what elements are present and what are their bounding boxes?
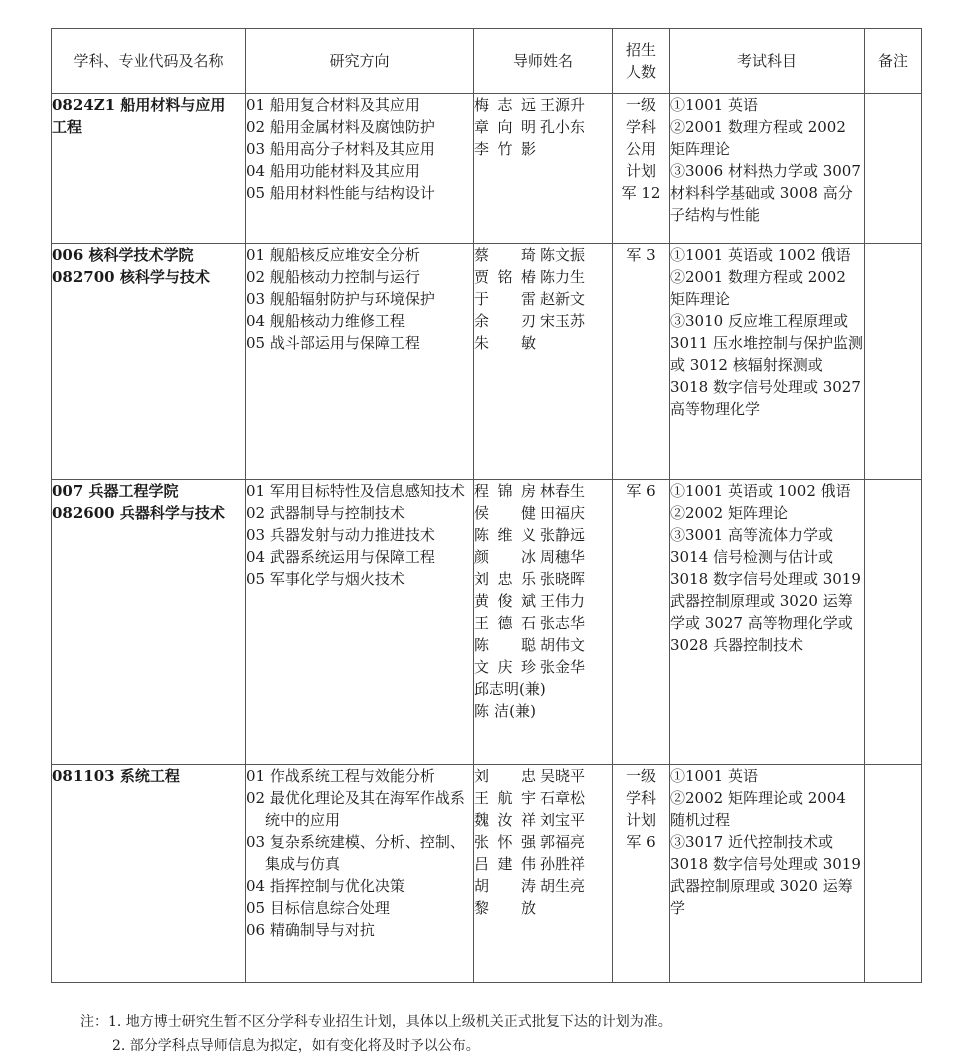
exam-item: ①1001 英语 <box>670 96 758 114</box>
advisor-name: 陈文振 <box>540 246 586 264</box>
advisor-name: 朱 敏 <box>474 334 536 352</box>
advisor-name: 刘 忠 <box>474 767 536 785</box>
advisor-row <box>474 853 612 875</box>
footnote-2: 2. 部分学科点导师信息为拟定，如有变化将及时予以公布。 <box>112 1038 480 1054</box>
advisor-name: 周穗华 <box>540 548 586 566</box>
advisor-name: 陈 洁(兼) <box>474 702 536 720</box>
advisor-name: 宋玉苏 <box>540 312 586 330</box>
advisor-row <box>474 612 612 634</box>
advisor-row <box>474 875 612 897</box>
subject-line: 0824Z1 船用材料与应用 <box>52 96 226 114</box>
advisor-name: 蔡 琦 <box>474 246 536 264</box>
direction-cell <box>246 765 474 983</box>
quota-line: 军 12 <box>621 184 661 202</box>
advisor-row <box>474 244 612 266</box>
remark-cell <box>865 94 922 244</box>
advisor-cell <box>474 765 613 983</box>
subject-line: 082700 核科学与技术 <box>52 268 210 286</box>
advisor-row <box>474 332 612 354</box>
advisor-row <box>474 266 612 288</box>
quota-line: 学科 <box>625 789 656 807</box>
advisor-row <box>474 94 612 116</box>
advisor-name: 赵新文 <box>540 290 586 308</box>
advisor-name: 孔小东 <box>540 118 586 136</box>
advisor-name: 王伟力 <box>540 592 586 610</box>
exam-cell <box>670 244 865 480</box>
advisor-name: 梅志远 <box>474 96 536 114</box>
direction-item: 06 精确制导与对抗 <box>246 921 375 939</box>
header-direction: 研究方向 <box>246 29 474 94</box>
advisor-row <box>474 787 612 809</box>
advisor-name: 王航宇 <box>474 789 536 807</box>
advisor-name: 侯 健 <box>474 504 536 522</box>
table-row <box>52 480 922 765</box>
advisor-name: 刘忠乐 <box>474 570 536 588</box>
advisor-name: 余 刃 <box>474 312 536 330</box>
quota-cell <box>613 480 670 765</box>
exam-cell <box>670 480 865 765</box>
exam-item: ②2002 矩阵理论或 2004 随机过程 <box>670 789 846 829</box>
footnote-1: 注：1. 地方博士研究生暂不区分学科专业招生计划，具体以上级机关正式批复下达的计划为准。 <box>80 1014 672 1030</box>
exam-item: ②2001 数理方程或 2002 矩阵理论 <box>670 268 846 308</box>
table-row <box>52 765 922 983</box>
subject-line: 006 核科学技术学院 <box>52 246 194 264</box>
header-advisor: 导师姓名 <box>474 29 613 94</box>
advisor-cell <box>474 480 613 765</box>
header-quota: 招生 人数 <box>613 29 670 94</box>
advisor-name: 张金华 <box>540 658 586 676</box>
advisor-name: 陈维义 <box>474 526 536 544</box>
advisor-name: 魏汝祥 <box>474 811 536 829</box>
quota-line: 学科 <box>625 118 656 136</box>
quota-line: 军 6 <box>626 482 656 500</box>
quota-cell <box>613 765 670 983</box>
advisor-row <box>474 480 612 502</box>
exam-item: ③3010 反应堆工程原理或 3011 压水堆控制与保护监测或 3012 核辐射探测或 3018 数字信号处理或 3027 高等物理化学 <box>670 312 863 418</box>
exam-item: ③3006 材料热力学或 3007 材料科学基础或 3008 高分子结构与性能 <box>670 162 861 224</box>
subject-line: 082600 兵器科学与技术 <box>52 504 225 522</box>
table-row <box>52 244 922 480</box>
direction-item: 05 目标信息综合处理 <box>246 899 390 917</box>
enrollment-catalog-table <box>51 28 922 983</box>
advisor-row <box>474 116 612 138</box>
quota-line: 军 3 <box>626 246 656 264</box>
direction-item: 02 最优化理论及其在海军作战系统中的应用 <box>246 789 465 829</box>
direction-cell <box>246 94 474 244</box>
exam-cell <box>670 94 865 244</box>
advisor-name: 颜 冰 <box>474 548 536 566</box>
advisor-name: 程锦房 <box>474 482 536 500</box>
advisor-name: 张静远 <box>540 526 586 544</box>
subject-cell <box>52 244 246 480</box>
direction-item: 03 复杂系统建模、分析、控制、集成与仿真 <box>246 833 465 873</box>
quota-line: 计划 <box>625 811 656 829</box>
header-remark: 备注 <box>865 29 922 94</box>
advisor-name: 王源升 <box>540 96 586 114</box>
advisor-name: 于 雷 <box>474 290 536 308</box>
advisor-name: 胡生亮 <box>540 877 586 895</box>
advisor-name: 林春生 <box>540 482 586 500</box>
direction-item: 03 兵器发射与动力推进技术 <box>246 526 435 544</box>
advisor-name: 陈力生 <box>540 268 586 286</box>
advisor-row <box>474 897 612 919</box>
advisor-name: 石章松 <box>540 789 586 807</box>
direction-cell <box>246 244 474 480</box>
advisor-name: 孙胜祥 <box>540 855 586 873</box>
advisor-row <box>474 568 612 590</box>
advisor-name: 胡 涛 <box>474 877 536 895</box>
direction-item: 05 军事化学与烟火技术 <box>246 570 405 588</box>
advisor-row <box>474 502 612 524</box>
subject-cell <box>52 94 246 244</box>
direction-item: 04 船用功能材料及其应用 <box>246 162 420 180</box>
advisor-name: 张志华 <box>540 614 586 632</box>
advisor-name: 吴晓平 <box>540 767 586 785</box>
exam-item: ①1001 英语或 1002 俄语 <box>670 246 851 264</box>
subject-cell <box>52 765 246 983</box>
advisor-name: 刘宝平 <box>540 811 586 829</box>
direction-item: 04 舰船核动力维修工程 <box>246 312 405 330</box>
advisor-row <box>474 809 612 831</box>
advisor-row <box>474 288 612 310</box>
exam-item: ③3017 近代控制技术或 3018 数字信号处理或 3019 武器控制原理或 3020 运筹学 <box>670 833 861 917</box>
advisor-row <box>474 656 612 678</box>
remark-cell <box>865 244 922 480</box>
quota-line: 公用 <box>625 140 656 158</box>
direction-item: 03 舰船辐射防护与环境保护 <box>246 290 435 308</box>
direction-item: 05 船用材料性能与结构设计 <box>246 184 435 202</box>
direction-item: 03 船用高分子材料及其应用 <box>246 140 435 158</box>
advisor-name: 李竹影 <box>474 140 536 158</box>
direction-item: 01 舰船核反应堆安全分析 <box>246 246 420 264</box>
advisor-row <box>474 765 612 787</box>
header-exam: 考试科目 <box>670 29 865 94</box>
advisor-row <box>474 546 612 568</box>
advisor-cell <box>474 244 613 480</box>
advisor-row <box>474 678 612 700</box>
advisor-row <box>474 634 612 656</box>
exam-item: ①1001 英语或 1002 俄语 <box>670 482 851 500</box>
direction-item: 04 武器系统运用与保障工程 <box>246 548 435 566</box>
advisor-name: 文庆珍 <box>474 658 536 676</box>
advisor-name: 陈 聪 <box>474 636 536 654</box>
table-row <box>52 94 922 244</box>
subject-cell <box>52 480 246 765</box>
advisor-row <box>474 310 612 332</box>
direction-item: 04 指挥控制与优化决策 <box>246 877 405 895</box>
direction-item: 01 作战系统工程与效能分析 <box>246 767 435 785</box>
advisor-row <box>474 831 612 853</box>
advisor-name: 吕建伟 <box>474 855 536 873</box>
quota-line: 计划 <box>625 162 656 180</box>
subject-line: 081103 系统工程 <box>52 767 180 785</box>
direction-item: 02 船用金属材料及腐蚀防护 <box>246 118 435 136</box>
quota-line: 军 6 <box>626 833 656 851</box>
table-header-row <box>52 29 922 94</box>
exam-item: ②2001 数理方程或 2002 矩阵理论 <box>670 118 846 158</box>
exam-item: ③3001 高等流体力学或 3014 信号检测与估计或 3018 数字信号处理或 3019 武器控制原理或 3020 运筹学或 3027 高等物理化学或 3028 兵器控制技术 <box>670 526 861 654</box>
exam-item: ②2002 矩阵理论 <box>670 504 788 522</box>
subject-line: 工程 <box>52 118 83 136</box>
advisor-row <box>474 700 612 722</box>
advisor-name: 张晓晖 <box>540 570 586 588</box>
advisor-name: 王德石 <box>474 614 536 632</box>
remark-cell <box>865 480 922 765</box>
advisor-cell <box>474 94 613 244</box>
header-subject: 学科、专业代码及名称 <box>52 29 246 94</box>
advisor-name: 胡伟文 <box>540 636 586 654</box>
advisor-name: 章向明 <box>474 118 536 136</box>
advisor-name: 田福庆 <box>540 504 586 522</box>
advisor-name: 邱志明(兼) <box>474 680 546 698</box>
advisor-row <box>474 524 612 546</box>
advisor-row <box>474 138 612 160</box>
direction-item: 02 武器制导与控制技术 <box>246 504 405 522</box>
quota-line: 一级 <box>625 767 656 785</box>
quota-cell <box>613 94 670 244</box>
advisor-name: 黎 放 <box>474 899 536 917</box>
direction-cell <box>246 480 474 765</box>
direction-item: 02 舰船核动力控制与运行 <box>246 268 420 286</box>
advisor-name: 黄俊斌 <box>474 592 536 610</box>
exam-item: ①1001 英语 <box>670 767 758 785</box>
direction-item: 05 战斗部运用与保障工程 <box>246 334 420 352</box>
advisor-name: 贾铭椿 <box>474 268 536 286</box>
quota-line: 一级 <box>625 96 656 114</box>
subject-line: 007 兵器工程学院 <box>52 482 179 500</box>
direction-item: 01 船用复合材料及其应用 <box>246 96 420 114</box>
direction-item: 01 军用目标特性及信息感知技术 <box>246 482 465 500</box>
advisor-name: 郭福亮 <box>540 833 586 851</box>
advisor-name: 张怀强 <box>474 833 536 851</box>
remark-cell <box>865 765 922 983</box>
quota-cell <box>613 244 670 480</box>
advisor-row <box>474 590 612 612</box>
exam-cell <box>670 765 865 983</box>
